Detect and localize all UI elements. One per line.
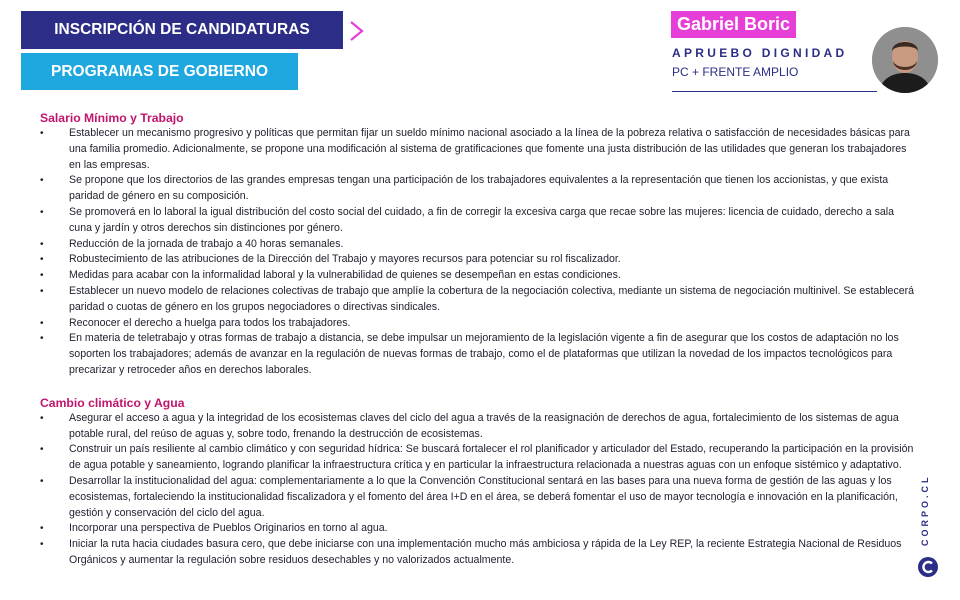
brand-wordmark: CORPO.CL bbox=[920, 474, 930, 546]
bullet-icon: • bbox=[40, 475, 44, 487]
bullet-icon: • bbox=[40, 444, 44, 456]
candidate-photo-icon bbox=[872, 27, 938, 93]
list-item: • Asegurar el acceso a agua y la integridad de los ecosistemas claves del ciclo del agua a través de la reasignación de derechos de agua, fortalecimiento de los sistemas de agua potable rural, del reúso de aguas y, sobre todo, frenando la destrucción de ecosistemas. bbox=[40, 411, 899, 440]
list-item: • Desarrollar la institucionalidad del agua: complementariamente a lo que la Convención Constitucional sentará en las bases para una nueva forma de gestión de las aguas y los ecosistemas, fortaleciendo la institucionalidad fiscalizadora y el fomento del área I+D en el área, se deberá fomentar el uso de mayor tecnología e innovación en la planificación, gestión y conservación del ciclo del agua. bbox=[40, 474, 898, 519]
section-title-salario: Salario Mínimo y Trabajo bbox=[40, 111, 184, 125]
bullet-icon: • bbox=[40, 412, 44, 424]
bullet-icon: • bbox=[40, 539, 44, 551]
bullet-icon: • bbox=[40, 128, 44, 139]
bullet-icon: • bbox=[40, 238, 44, 250]
header-subtitle: PROGRAMAS DE GOBIERNO bbox=[50, 62, 268, 80]
list-item: • Incorporar una perspectiva de Pueblos Originarios en torno al agua. bbox=[40, 521, 915, 537]
list-item: • Medidas para acabar con la informalidad laboral y la vulnerabilidad de quienes se desempeñan en estas condiciones. bbox=[40, 268, 915, 284]
bullet-icon: • bbox=[40, 523, 44, 535]
header-divider bbox=[672, 91, 877, 92]
list-item: • Se promoverá en lo laboral la igual distribución del costo social del cuidado, a fin de corregir la excesiva carga que recae sobre las mujeres: licencia de cuidado, derecho a sala cuna y jardín y otros derechos sin distinciones por género. bbox=[40, 205, 895, 234]
list-item: • Reconocer el derecho a huelga para todos los trabajadores. bbox=[40, 316, 915, 332]
party-name: PC + FRENTE AMPLIO bbox=[672, 65, 799, 79]
list-item: • Iniciar la ruta hacia ciudades basura cero, que debe iniciarse con una implementación mucho más ambiciosa y rápida de la Ley REP, la reciente Estrategia Nacional de Residuos Orgánicos y aumentar la regulación sobre residuos desechables y no valorizados actualmente. bbox=[40, 538, 902, 566]
avatar bbox=[872, 27, 938, 93]
chevron-right-icon bbox=[348, 20, 366, 42]
bullet-icon: • bbox=[40, 317, 44, 329]
list-item: • Establecer un nuevo modelo de relaciones colectivas de trabajo que amplíe la cobertura de la negociación colectiva, mediante un sistema de negociación multinivel. Se establecerá paridad o cuotas de género en los grupos negociadores o directivas sindicales. bbox=[40, 284, 915, 313]
section-title-cambio-climatico: Cambio climático y Agua bbox=[40, 395, 185, 410]
bullet-icon: • bbox=[40, 254, 44, 266]
candidate-name: Gabriel Boric bbox=[671, 11, 796, 38]
program-content bbox=[40, 110, 915, 569]
list-item: • Robustecimiento de las atribuciones de la Dirección del Trabajo y mayores recursos para potenciar su rol fiscalizador. bbox=[40, 252, 915, 268]
coalition-name: APRUEBO DIGNIDAD bbox=[672, 46, 848, 60]
list-item: • Establecer un mecanismo progresivo y políticas que permitan fijar un sueldo mínimo nacional asociado a la línea de la pobreza relativa o satisfacción de necesidades básicas para una familia promedio. Adicionalmente, se propone una modificación al sistema de gratificaciones que fomente una justa distribución de las utilidades que generan los trabajadores en las empresas. bbox=[40, 127, 910, 171]
bullet-icon: • bbox=[40, 333, 44, 345]
bullet-icon: • bbox=[40, 270, 44, 282]
section-list-salario bbox=[40, 126, 915, 379]
list-item: • Construir un país resiliente al cambio climático y con seguridad hídrica: Se buscará fortalecer el rol planificador y articulador del Estado, recuperando la participación en la provisión de agua potable y saneamiento, logrando planificar la infraestructura crítica y en particular la infraestructura relacionada a nuestras aguas con un enfoque sistémico y adaptativo. bbox=[40, 443, 914, 472]
header-title: INSCRIPCIÓN DE CANDIDATURAS bbox=[54, 21, 310, 38]
list-item: • En materia de teletrabajo y otras formas de trabajo a distancia, se debe impulsar un mejoramiento de la legislación vigente a fin de asegurar que los costos de adaptación no los soporten los trabajadores; además de avanzar en la regulación de nuevas formas de trabajo, como el de plataformas que utilizan la novedad de los impactos tecnológicos para precarizar y retroceder años en derechos laborales. bbox=[40, 332, 899, 376]
header-title-banner bbox=[21, 11, 343, 49]
bullet-icon: • bbox=[40, 175, 44, 187]
header-subtitle-banner bbox=[21, 53, 298, 90]
bullet-icon: • bbox=[40, 285, 44, 297]
corpo-logo-icon bbox=[917, 556, 939, 578]
section-list-cambio-climatico bbox=[40, 411, 915, 569]
list-item: • Reducción de la jornada de trabajo a 40 horas semanales. bbox=[40, 237, 915, 253]
bullet-icon: • bbox=[40, 206, 44, 218]
list-item: • Se propone que los directorios de las grandes empresas tengan una participación de los trabajadores equivalentes a la representación que tienen los accionistas, y que exista paridad de género en su composición. bbox=[40, 174, 889, 203]
